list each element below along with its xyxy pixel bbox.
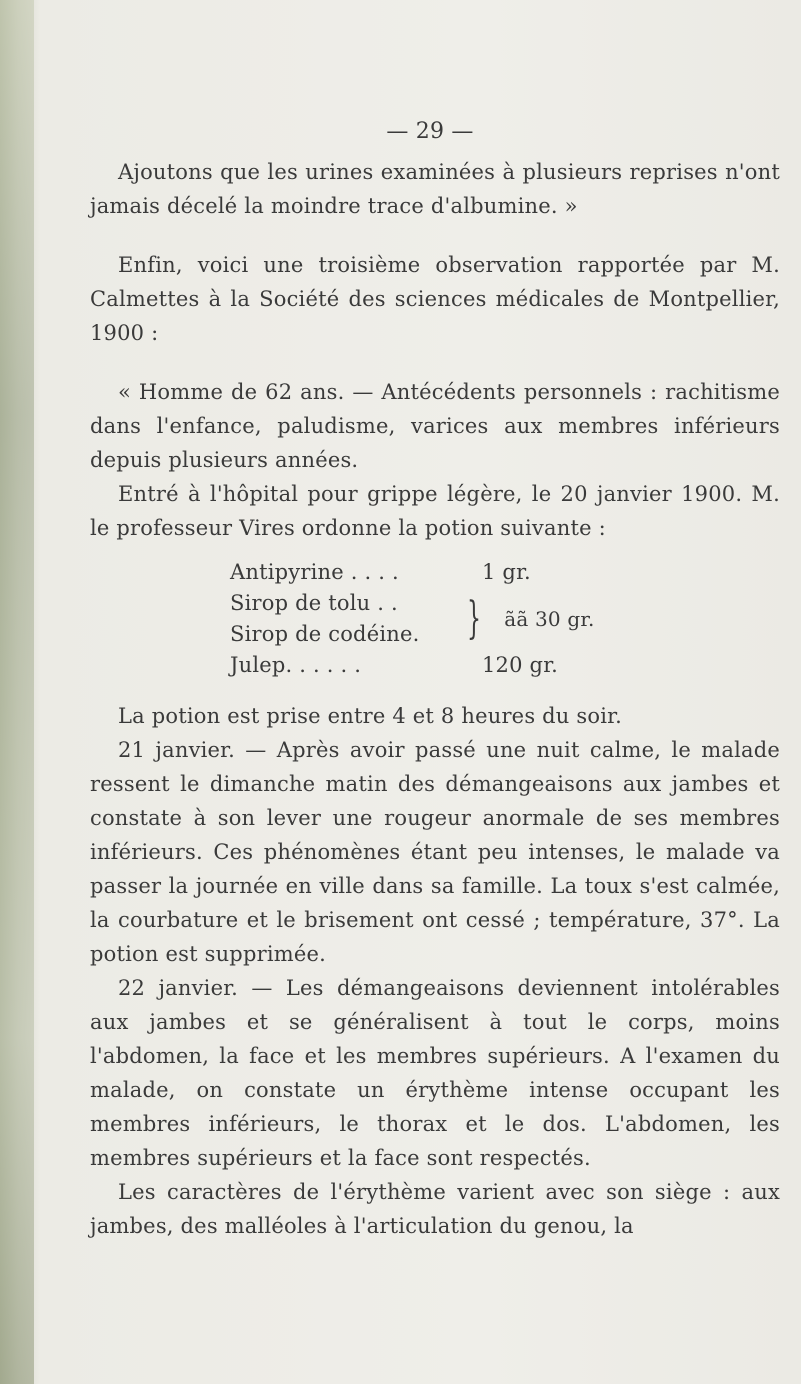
paragraph-4: Entré à l'hôpital pour grippe légère, le 20 janvier 1900. M. le professeur Vires ordonne la potion suivante : — [90, 482, 780, 540]
brace-glyph: } — [467, 593, 482, 644]
drug-dose: 120 gr. — [482, 653, 559, 677]
paragraph-1: Ajoutons que les urines examinées à plusieurs reprises n'ont jamais décelé la moindre trace d'albumine. » — [90, 160, 780, 218]
drug-name: Julep. . . . . . — [230, 653, 362, 677]
paragraph-3: « Homme de 62 ans. — Antécédents personnels : rachitisme dans l'enfance, paludisme, varices aux membres inférieurs depuis plusieurs années. — [90, 380, 780, 472]
drug-name: Antipyrine . . . . — [230, 560, 399, 584]
text-body — [90, 115, 780, 1243]
drug-names — [230, 588, 466, 650]
drug-dose: 1 gr. — [482, 560, 531, 584]
drug-name: Sirop de tolu . . — [230, 591, 398, 615]
binding-shadow — [0, 0, 34, 1384]
prescription-row — [230, 650, 680, 681]
prescription-row — [230, 557, 680, 588]
page-number: — 29 — — [386, 119, 474, 144]
drug-name: Sirop de codéine. — [230, 622, 420, 646]
drug-dose: ãã 30 gr. — [504, 606, 595, 631]
prescription-group — [230, 588, 680, 650]
paragraph-6: 21 janvier. — Après avoir passé une nuit calme, le malade ressent le dimanche matin des démangeaisons aux jambes et constate à son lever une rougeur anormale de ses membres inférieurs. Ces phénomènes étant peu intenses, le malade va passer la journée en ville dans sa famille. La toux s'est calmée, la courbature et le brisement ont cessé ; température, 37°. La potion est supprimée. — [90, 738, 780, 966]
spacer — [90, 223, 780, 248]
paragraph-7: 22 janvier. — Les démangeaisons deviennent intolérables aux jambes et se généralisent à tout le corps, moins l'abdomen, la face et les membres supérieurs. A l'examen du malade, on constate un érythème intense occupant les membres inférieurs, le thorax et le dos. L'abdomen, les membres supérieurs et la face sont respectés. — [90, 976, 780, 1170]
spacer — [90, 350, 780, 375]
paragraph-5: La potion est prise entre 4 et 8 heures du soir. — [118, 704, 622, 728]
prescription — [230, 557, 680, 681]
paragraph-8: Les caractères de l'érythème varient avec son siège : aux jambes, des malléoles à l'articulation du genou, la — [90, 1180, 780, 1238]
paragraph-2: Enfin, voici une troisième observation rapportée par M. Calmettes à la Société des sciences médicales de Montpellier, 1900 : — [90, 253, 780, 345]
